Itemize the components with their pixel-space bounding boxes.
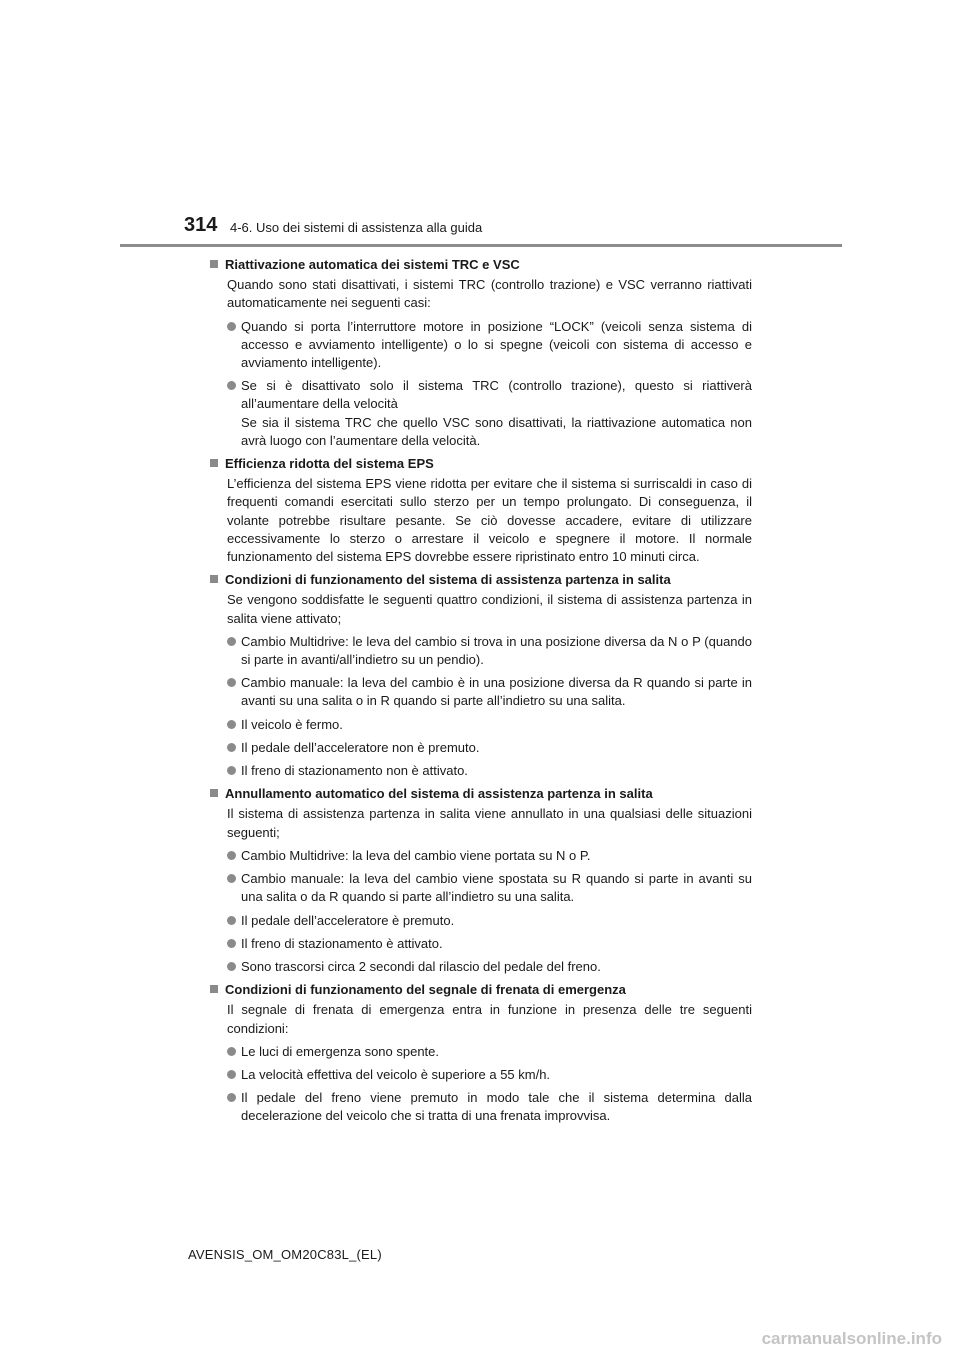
circle-bullet-icon bbox=[227, 962, 236, 971]
list-item bbox=[227, 958, 752, 976]
section bbox=[210, 455, 752, 566]
document-id: AVENSIS_OM_OM20C83L_(EL) bbox=[188, 1247, 382, 1262]
section-paragraph: Se vengono soddisfatte le seguenti quattro condizioni, il sistema di assistenza partenza in salita viene attivato; bbox=[227, 592, 752, 626]
list-item bbox=[227, 847, 752, 865]
circle-bullet-icon bbox=[227, 1093, 236, 1102]
circle-bullet-icon bbox=[227, 916, 236, 925]
list-item-text: Il freno di stazionamento è attivato. bbox=[241, 935, 443, 951]
main-content bbox=[210, 256, 752, 1131]
section bbox=[210, 256, 752, 450]
square-bullet-icon bbox=[210, 459, 218, 467]
square-bullet-icon bbox=[210, 575, 218, 583]
list-item-text: Cambio Multidrive: le leva del cambio si trova in una posizione diversa da N o P (quando si parte in avanti/all’indietro su un pendio). bbox=[241, 633, 752, 668]
watermark-link[interactable]: carmanualsonline.info bbox=[761, 1329, 942, 1348]
section bbox=[210, 785, 752, 976]
list-item-text: Il pedale dell’acceleratore è premuto. bbox=[241, 912, 455, 928]
circle-bullet-icon bbox=[227, 678, 236, 687]
section-paragraph: L’efficienza del sistema EPS viene ridotta per evitare che il sistema si surriscaldi in caso di frequenti comandi esercitati sullo sterzo per un tempo prolungato. Di conseguenza, il volante potrebbe risultare pesante. Se ciò dovesse accadere, evitare di utilizzare eccessivamente lo sterzo o arrestare il veicolo e spegnere il motore. Il normale funzionamento del sistema EPS dovrebbe essere ripristinato entro 10 minuti circa. bbox=[227, 476, 752, 565]
header-rule bbox=[120, 244, 842, 247]
list-item bbox=[227, 912, 752, 930]
circle-bullet-icon bbox=[227, 939, 236, 948]
list-item bbox=[227, 870, 752, 906]
list-item-text: Il pedale del freno viene premuto in modo tale che il sistema determina dalla decelerazione del veicolo che si tratta di una frenata improvvisa. bbox=[241, 1090, 752, 1124]
section-heading-text: Efficienza ridotta del sistema EPS bbox=[225, 456, 434, 472]
section-paragraph: Il sistema di assistenza partenza in salita viene annullato in una qualsiasi delle situazioni seguenti; bbox=[227, 806, 752, 840]
list-item-text: La velocità effettiva del veicolo è superiore a 55 km/h. bbox=[241, 1066, 551, 1082]
list-item bbox=[227, 633, 752, 669]
section bbox=[210, 981, 752, 1125]
circle-bullet-icon bbox=[227, 720, 236, 729]
list-item-text: Il pedale dell’acceleratore non è premuto. bbox=[241, 739, 480, 755]
list-item bbox=[227, 739, 752, 757]
circle-bullet-icon bbox=[227, 381, 236, 390]
circle-bullet-icon bbox=[227, 874, 236, 883]
list-item-text: Le luci di emergenza sono spente. bbox=[241, 1043, 440, 1059]
list-item bbox=[227, 1043, 752, 1061]
chapter-title: 4-6. Uso dei sistemi di assistenza alla guida bbox=[230, 220, 483, 235]
circle-bullet-icon bbox=[227, 1047, 236, 1056]
list-item bbox=[227, 1089, 752, 1125]
list-item bbox=[227, 935, 752, 953]
square-bullet-icon bbox=[210, 985, 218, 993]
list-item-text: Se si è disattivato solo il sistema TRC (controllo trazione), questo si riattiverà all’aumentare della velocità Se sia il sistema TRC che quello VSC sono disattivati, la riattivazione automatica non avrà luogo con l’aumentare della velocità. bbox=[241, 378, 752, 448]
circle-bullet-icon bbox=[227, 766, 236, 775]
section-heading-text: Condizioni di funzionamento del sistema di assistenza partenza in salita bbox=[225, 572, 671, 588]
list-item bbox=[227, 674, 752, 710]
section-heading bbox=[210, 981, 752, 999]
list-item bbox=[227, 1066, 752, 1084]
circle-bullet-icon bbox=[227, 637, 236, 646]
list-item-text: Il freno di stazionamento non è attivato. bbox=[241, 763, 468, 779]
section-heading-text: Annullamento automatico del sistema di assistenza partenza in salita bbox=[225, 786, 653, 802]
page-number: 314 bbox=[184, 214, 218, 236]
circle-bullet-icon bbox=[227, 322, 236, 331]
list-item bbox=[227, 377, 752, 450]
section-heading bbox=[210, 256, 752, 274]
list-item-text: Cambio Multidrive: la leva del cambio viene portata su N o P. bbox=[241, 847, 591, 863]
section-paragraph: Quando sono stati disattivati, i sistemi TRC (controllo trazione) e VSC verranno riattivati automaticamente nei seguenti casi: bbox=[227, 277, 752, 311]
section-paragraph: Il segnale di frenata di emergenza entra in funzione in presenza delle tre seguenti condizioni: bbox=[227, 1002, 752, 1036]
section-heading-text: Condizioni di funzionamento del segnale di frenata di emergenza bbox=[225, 982, 626, 998]
list-item bbox=[227, 318, 752, 373]
section-heading bbox=[210, 455, 752, 473]
square-bullet-icon bbox=[210, 260, 218, 268]
list-item-text: Quando si porta l’interruttore motore in posizione “LOCK” (veicoli senza sistema di accesso e avviamento intelligente) o lo si spegne (veicoli con sistema di accesso e avviamento intelligente). bbox=[241, 318, 752, 371]
list-item-text: Sono trascorsi circa 2 secondi dal rilascio del pedale del freno. bbox=[241, 958, 601, 974]
list-item-text: Cambio manuale: la leva del cambio viene spostata su R quando si parte in avanti su una salita o da R quando si parte all’indietro su una salita. bbox=[241, 871, 752, 905]
section-heading bbox=[210, 785, 752, 803]
section bbox=[210, 571, 752, 780]
square-bullet-icon bbox=[210, 789, 218, 797]
section-heading-text: Riattivazione automatica dei sistemi TRC e VSC bbox=[225, 257, 520, 272]
list-item bbox=[227, 762, 752, 780]
circle-bullet-icon bbox=[227, 743, 236, 752]
list-item-text: Il veicolo è fermo. bbox=[241, 716, 343, 732]
circle-bullet-icon bbox=[227, 1070, 236, 1079]
circle-bullet-icon bbox=[227, 851, 236, 860]
list-item-text: Cambio manuale: la leva del cambio è in una posizione diversa da R quando si parte in avanti su una salita o in R quando si parte all’indietro su una salita. bbox=[241, 675, 752, 709]
section-heading bbox=[210, 571, 752, 589]
list-item bbox=[227, 716, 752, 734]
